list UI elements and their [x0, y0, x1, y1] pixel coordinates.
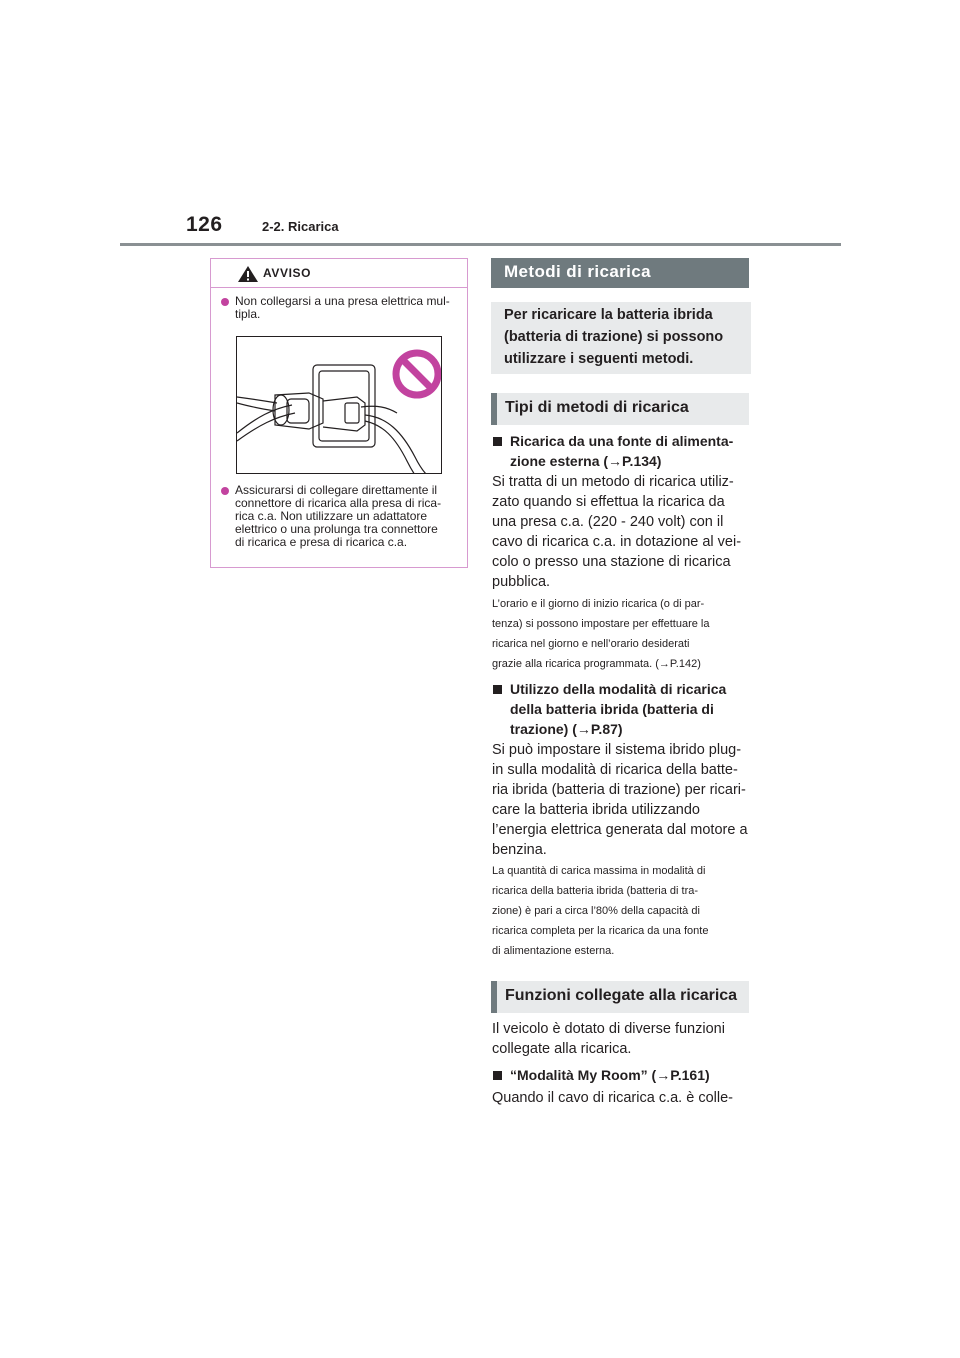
page-number: 126 — [186, 213, 223, 236]
s1-note — [492, 594, 709, 674]
warning-item-2 — [235, 484, 441, 549]
warning-triangle-icon — [237, 265, 259, 283]
s1-body-line: una presa c.a. (220 - 240 volt) con il — [492, 514, 724, 530]
metodi-intro-line: Per ricaricare la batteria ibrida — [504, 307, 713, 323]
warning-item-2-line: elettrico o una prolunga tra connettore — [235, 522, 438, 536]
square-bullet-icon — [493, 1071, 502, 1080]
funzioni-body-line: collegate alla ricarica. — [492, 1041, 632, 1057]
s2-body-line: ria ibrida (batteria di trazione) per ricari- — [492, 782, 746, 798]
square-bullet-icon — [493, 685, 502, 694]
s1-body-line: Si tratta di un metodo di ricarica utiliz- — [492, 474, 734, 490]
s2-heading — [510, 679, 726, 739]
funzioni-title: Funzioni collegate alla ricarica — [505, 987, 738, 1004]
accent-bar — [491, 393, 497, 425]
s1-body-line: cavo di ricarica c.a. in dotazione al vei- — [492, 534, 742, 550]
prohibited-multiple-socket-illustration — [236, 336, 442, 474]
s2-body-line: in sulla modalità di ricarica della batte- — [492, 762, 738, 778]
bullet-icon — [221, 487, 229, 495]
bullet-icon — [221, 298, 229, 306]
s2-note-line: zione) è pari a circa l’80% della capacità di — [492, 905, 700, 917]
metodi-intro-box — [491, 302, 751, 374]
warning-item-2-line: Assicurarsi di collegare direttamente il — [235, 483, 438, 497]
s2-body-line: Si può impostare il sistema ibrido plug- — [492, 742, 742, 758]
warning-item-2-line: connettore di ricarica alla presa di rica- — [235, 496, 442, 510]
s1-body — [492, 472, 741, 592]
accent-bar — [491, 981, 497, 1013]
s1-note-line: L’orario e il giorno di inizio ricarica (o di par- — [492, 598, 705, 610]
warning-item-1 — [235, 295, 450, 321]
s2-heading-line: della batteria ibrida (batteria di — [510, 701, 714, 717]
s2-body-line: care la batteria ibrida utilizzando — [492, 802, 700, 818]
s1-heading-line: zione esterna (→P.134) — [510, 453, 662, 469]
s3-body: Quando il cavo di ricarica c.a. è colle- — [492, 1090, 733, 1106]
section-title: 2-2. Ricarica — [262, 219, 339, 234]
tipi-title: Tipi di metodi di ricarica — [505, 399, 689, 416]
funzioni-body-line: Il veicolo è dotato di diverse funzioni — [492, 1021, 725, 1037]
funzioni-title-bar — [491, 981, 749, 1013]
warning-item-2-line: rica c.a. Non utilizzare un adattatore — [235, 509, 428, 523]
warning-item-1-line: tipla. — [235, 307, 261, 321]
s2-heading-line: trazione) (→P.87) — [510, 721, 623, 737]
s1-note-line: grazie alla ricarica programmata. (→P.142) — [492, 658, 701, 670]
warning-item-1-line: Non collegarsi a una presa elettrica mul- — [235, 294, 450, 308]
s1-heading — [510, 431, 733, 471]
s3-heading: “Modalità My Room” (→P.161) — [510, 1067, 710, 1083]
warning-box — [210, 258, 468, 568]
s2-body-line: benzina. — [492, 842, 547, 858]
s2-body — [492, 740, 748, 860]
s2-note-line: La quantità di carica massima in modalità di — [492, 865, 706, 877]
metodi-intro — [504, 304, 723, 370]
s1-body-line: pubblica. — [492, 574, 551, 590]
s2-note-line: ricarica completa per la ricarica da una fonte — [492, 925, 709, 937]
s2-note-line: ricarica della batteria ibrida (batteria di tra- — [492, 885, 699, 897]
s2-note — [492, 861, 708, 961]
s1-note-line: tenza) si possono impostare per effettuare la — [492, 618, 710, 630]
warning-title: AVVISO — [263, 266, 312, 280]
s2-note-line: di alimentazione esterna. — [492, 945, 615, 957]
warning-item-2-line: di ricarica e presa di ricarica c.a. — [235, 535, 408, 549]
header-rule — [120, 243, 841, 246]
s2-body-line: l’energia elettrica generata dal motore a — [492, 822, 748, 838]
metodi-title: Metodi di ricarica — [504, 262, 652, 281]
funzioni-body — [492, 1019, 725, 1059]
s1-heading-line: Ricarica da una fonte di alimenta- — [510, 433, 734, 449]
warning-header — [211, 259, 467, 288]
metodi-intro-line: utilizzare i seguenti metodi. — [504, 351, 694, 367]
square-bullet-icon — [493, 437, 502, 446]
s1-body-line: zato quando si effettua la ricarica da — [492, 494, 725, 510]
s2-heading-line: Utilizzo della modalità di ricarica — [510, 681, 727, 697]
s1-note-line: ricarica nel giorno e nell’orario desiderati — [492, 638, 690, 650]
s1-body-line: colo o presso una stazione di ricarica — [492, 554, 731, 570]
metodi-intro-line: (batteria di trazione) si possono — [504, 329, 724, 345]
metodi-title-bar — [491, 258, 749, 288]
tipi-title-bar — [491, 393, 749, 425]
